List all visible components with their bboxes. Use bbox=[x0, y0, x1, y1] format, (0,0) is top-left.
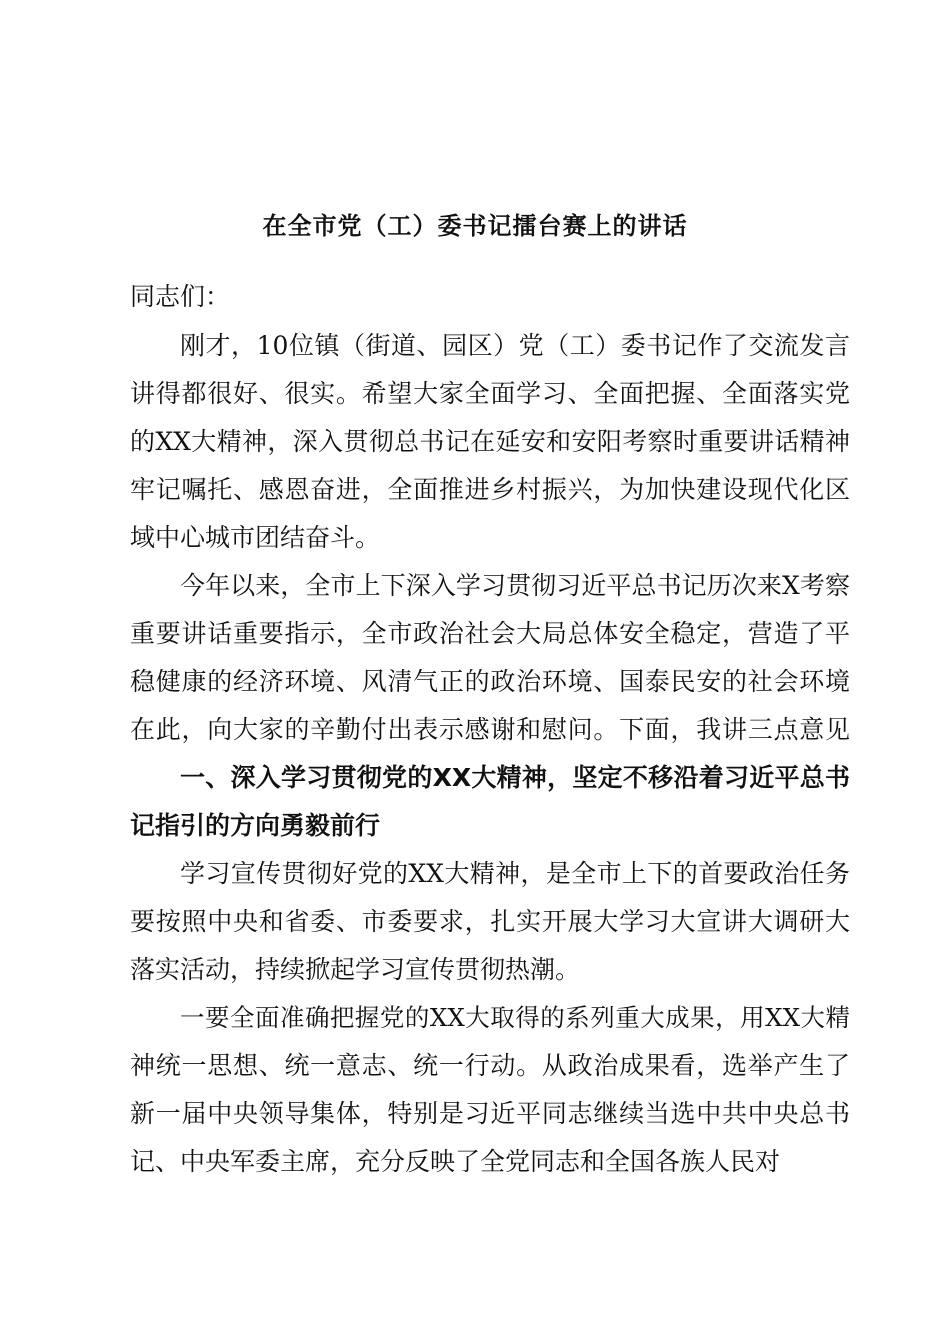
salutation: 同志们： bbox=[130, 282, 231, 311]
paragraph-line: 域中心城市团结奋斗。 bbox=[130, 523, 381, 552]
section-heading: 记指引的方向勇毅前行 bbox=[130, 811, 381, 840]
paragraph-line: 一要全面准确把握党的XX大取得的系列重大成果，用XX大精 bbox=[180, 1003, 850, 1032]
paragraph-line: 神统一思想、统一意志、统一行动。从政治成果看，选举产生了 bbox=[130, 1051, 850, 1080]
paragraph-line: 讲得都很好、很实。希望大家全面学习、全面把握、全面落实党 bbox=[130, 379, 850, 408]
paragraph-line: 学习宣传贯彻好党的XX大精神，是全市上下的首要政治任务 bbox=[180, 859, 850, 888]
paragraph-line: 新一届中央领导集体，特别是习近平同志继续当选中共中央总书 bbox=[130, 1099, 850, 1128]
paragraph-line: 重要讲话重要指示，全市政治社会大局总体安全稳定，营造了平 bbox=[130, 619, 850, 648]
paragraph-line: 在此，向大家的辛勤付出表示感谢和慰问。下面，我讲三点意见 bbox=[130, 715, 850, 744]
section-heading: 一、深入学习贯彻党的XX大精神，坚定不移沿着习近平总书 bbox=[180, 763, 850, 792]
paragraph-line: 要按照中央和省委、市委要求，扎实开展大学习大宣讲大调研大 bbox=[130, 907, 850, 936]
paragraph-line: 刚才，10位镇（街道、园区）党（工）委书记作了交流发言 bbox=[180, 331, 850, 360]
paragraph-line: 牢记嘱托、感恩奋进，全面推进乡村振兴，为加快建设现代化区 bbox=[130, 475, 850, 504]
document-title: 在全市党（工）委书记擂台赛上的讲话 bbox=[262, 212, 688, 240]
paragraph-line: 记、中央军委主席，充分反映了全党同志和全国各族人民对 bbox=[130, 1147, 781, 1176]
paragraph-line: 落实活动，持续掀起学习宣传贯彻热潮。 bbox=[130, 955, 581, 984]
paragraph-line: 今年以来，全市上下深入学习贯彻习近平总书记历次来X考察 bbox=[180, 571, 850, 600]
paragraph-line: 稳健康的经济环境、风清气正的政治环境、国泰民安的社会环境 bbox=[130, 667, 850, 696]
paragraph-line: 的XX大精神，深入贯彻总书记在延安和安阳考察时重要讲话精神 bbox=[130, 427, 850, 456]
